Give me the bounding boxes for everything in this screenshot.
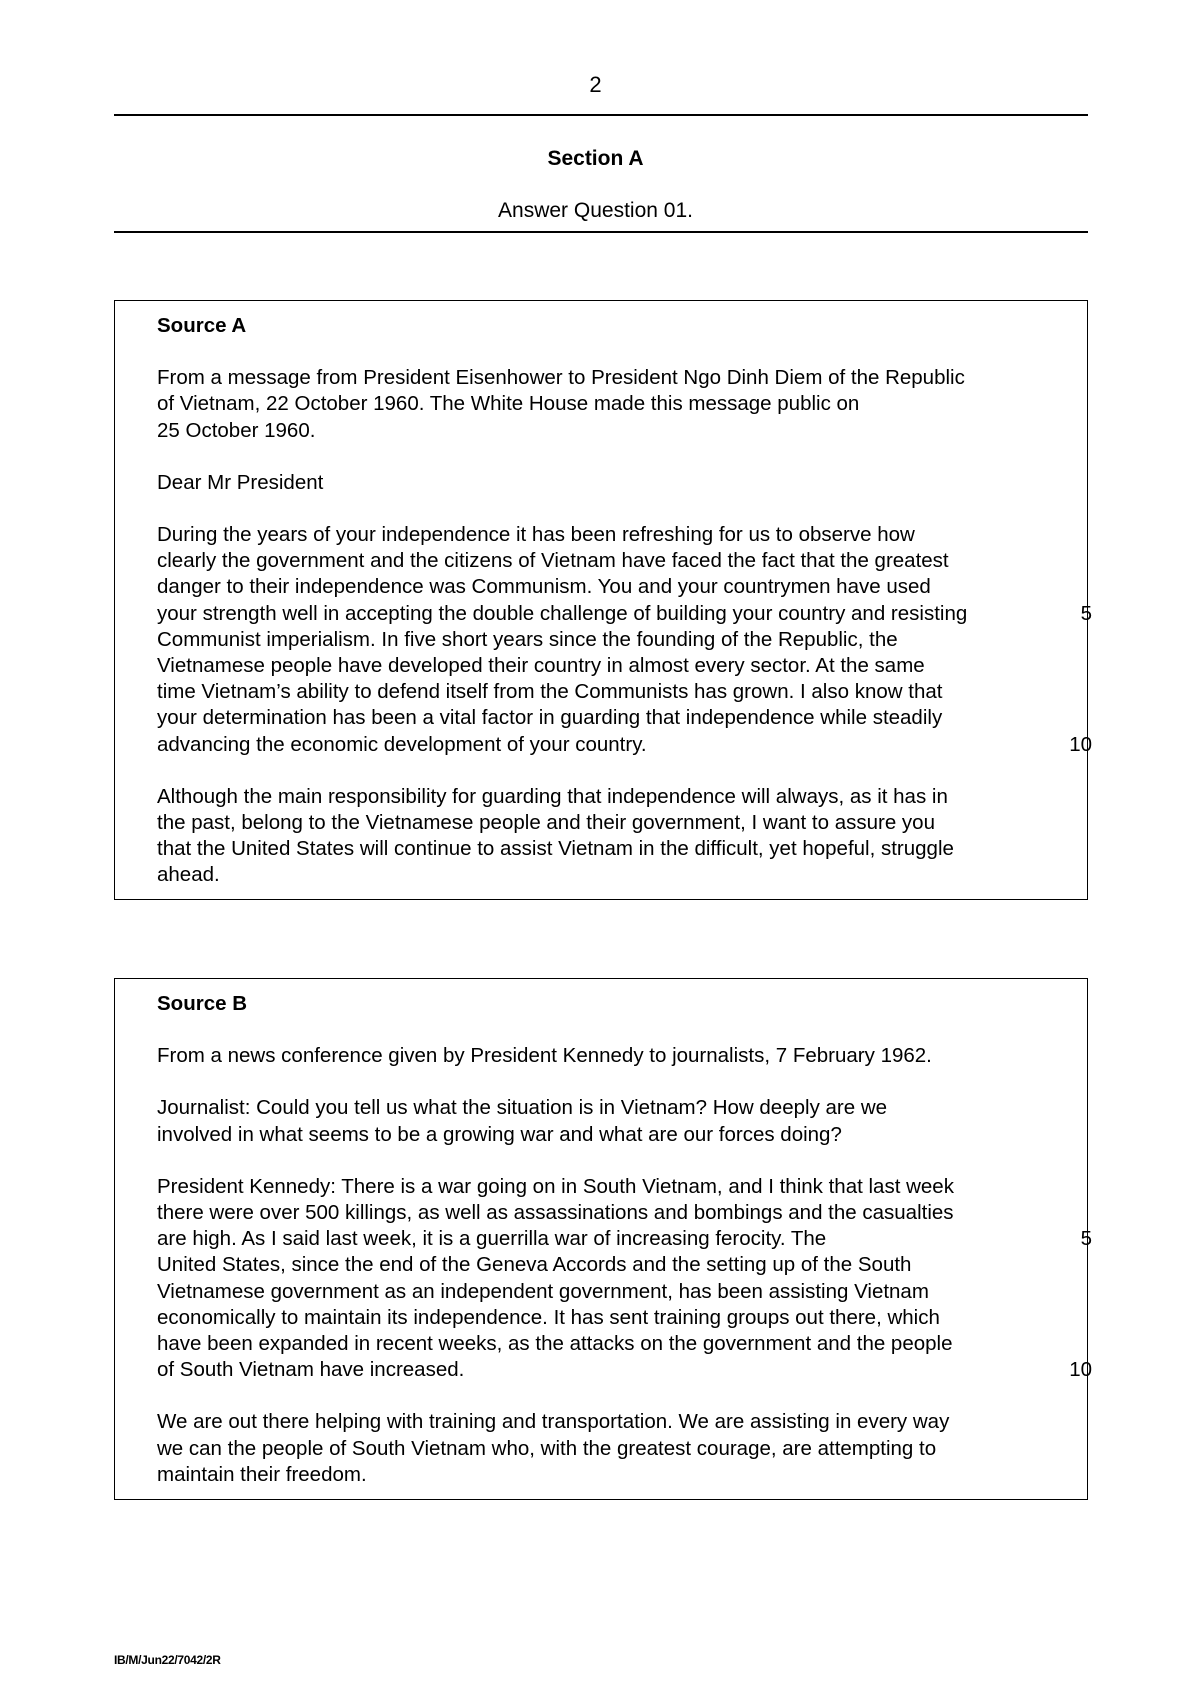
text-line: From a news conference given by President Kennedy to journalists, 7 February 1962. (157, 1044, 932, 1068)
source-a-content (157, 313, 1092, 915)
text-line: of Vietnam, 22 October 1960. The White House made this message public on (157, 392, 860, 416)
text-line: the past, belong to the Vietnamese people and their government, I want to assure you (157, 811, 935, 835)
instruction-text: Answer Question 01. (498, 199, 693, 222)
source-b-intro (157, 1043, 1047, 1069)
text-line: there were over 500 killings, as well as assassinations and bombings and the casualties (157, 1201, 954, 1225)
line-number: 5 (1080, 1227, 1092, 1251)
source-a-intro (157, 365, 1047, 444)
text-line: economically to maintain its independence. It has sent training groups out there, which (157, 1305, 940, 1329)
text-line: Dear Mr President (157, 470, 324, 494)
text-line: ahead. (157, 863, 220, 887)
page-number: 2 (589, 72, 602, 97)
source-b-box (114, 978, 1092, 1500)
source-a-paragraph-2 (157, 784, 1047, 889)
source-a-heading: Source A (157, 314, 247, 337)
source-b-kennedy (157, 1174, 1092, 1384)
text-line: During the years of your independence it has been refreshing for us to observe how (157, 523, 915, 547)
text-line: time Vietnam’s ability to defend itself from the Communists has grown. I also know that (157, 680, 943, 704)
text-line: United States, since the end of the Geneva Accords and the setting up of the South (157, 1253, 912, 1277)
text-line: President Kennedy: There is a war going on in South Vietnam, and I think that last week (157, 1174, 954, 1198)
text-line (157, 1226, 1092, 1252)
text-line: have been expanded in recent weeks, as the attacks on the government and the people (157, 1332, 953, 1356)
section-title: Section A (547, 147, 644, 170)
bottom-divider (114, 231, 1088, 233)
text-line: maintain their freedom. (157, 1462, 367, 1486)
line-number: 10 (1069, 732, 1092, 756)
footer-code: IB/M/Jun22/7042/2R (114, 1653, 221, 1667)
source-b-closing (157, 1409, 1047, 1488)
text-line (157, 732, 1092, 758)
text-line: Communist imperialism. In five short years since the founding of the Republic, the (157, 627, 898, 651)
source-a-salutation (157, 470, 1047, 496)
text-line: involved in what seems to be a growing war and what are our forces doing? (157, 1122, 842, 1146)
text-line: Journalist: Could you tell us what the situation is in Vietnam? How deeply are we (157, 1096, 888, 1120)
text-line (157, 1357, 1092, 1383)
text-line-content: advancing the economic development of your country. (157, 732, 647, 756)
text-line: Although the main responsibility for guarding that independence will always, as it has in (157, 784, 948, 808)
text-line: We are out there helping with training and transportation. We are assisting in every way (157, 1410, 950, 1434)
source-a-paragraph-1 (157, 522, 1092, 758)
text-line: clearly the government and the citizens of Vietnam have faced the fact that the greatest (157, 549, 949, 573)
text-line: we can the people of South Vietnam who, with the greatest courage, are attempting to (157, 1436, 937, 1460)
text-line (157, 601, 1092, 627)
text-line: 25 October 1960. (157, 418, 316, 442)
text-line: your determination has been a vital factor in guarding that independence while steadily (157, 706, 943, 730)
source-a-box (114, 300, 1092, 900)
text-line-content: are high. As I said last week, it is a guerrilla war of increasing ferocity. The (157, 1227, 827, 1251)
source-b-journalist (157, 1095, 1047, 1147)
text-line: Vietnamese government as an independent government, has been assisting Vietnam (157, 1279, 929, 1303)
text-line-content: of South Vietnam have increased. (157, 1358, 465, 1382)
source-b-heading: Source B (157, 992, 247, 1015)
top-divider (114, 114, 1088, 116)
text-line: danger to their independence was Communism. You and your countrymen have used (157, 575, 931, 599)
line-number: 10 (1069, 1358, 1092, 1382)
text-line: Vietnamese people have developed their country in almost every sector. At the same (157, 654, 925, 678)
line-number: 5 (1080, 601, 1092, 625)
text-line-content: your strength well in accepting the double challenge of building your country and resisting (157, 601, 968, 625)
text-line: that the United States will continue to assist Vietnam in the difficult, yet hopeful, struggle (157, 837, 954, 861)
text-line: From a message from President Eisenhower to President Ngo Dinh Diem of the Republic (157, 366, 965, 390)
source-b-content (157, 991, 1092, 1514)
